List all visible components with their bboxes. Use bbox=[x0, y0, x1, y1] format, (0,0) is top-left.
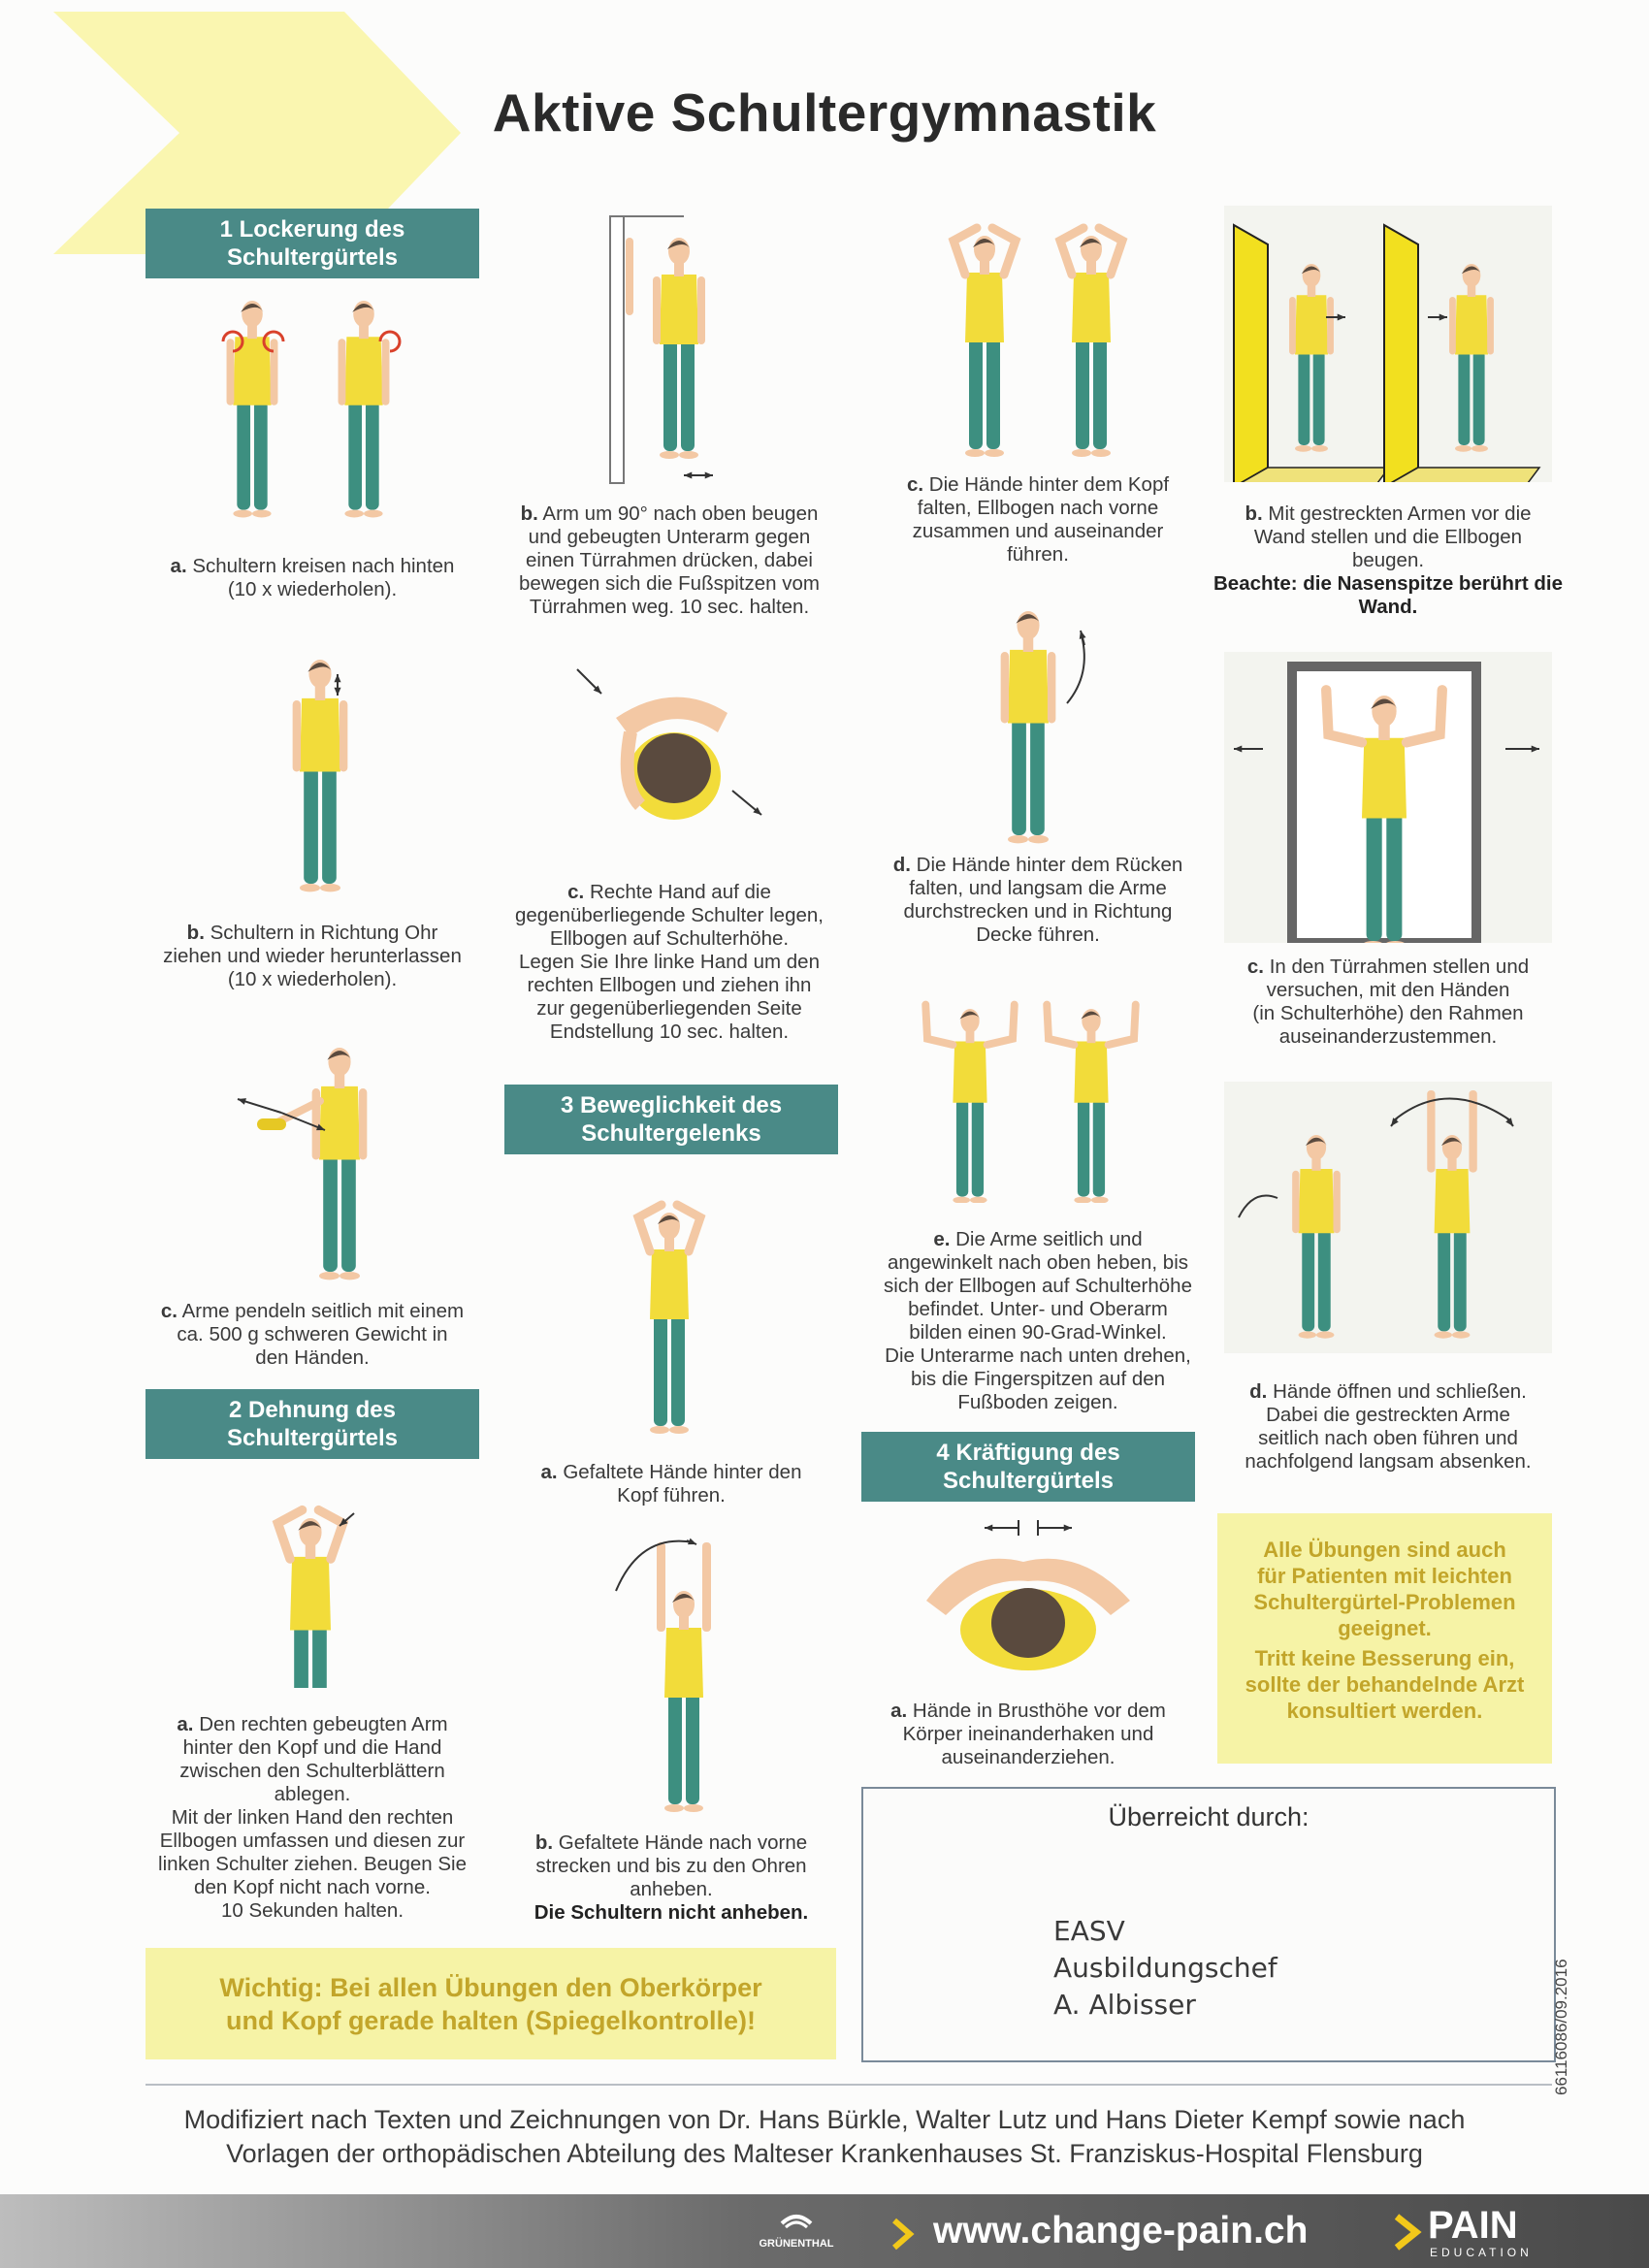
figure-2a bbox=[233, 1470, 388, 1688]
figure-1c bbox=[223, 1023, 417, 1285]
note-line: Tritt keine Besserung ein, bbox=[1254, 1646, 1515, 1670]
caption-line bbox=[504, 1831, 838, 1855]
gruenenthal-logo bbox=[753, 2210, 840, 2250]
illustration bbox=[601, 1533, 737, 1814]
document-code: 66116086/09.2016 bbox=[1552, 1959, 1570, 2095]
caption-4c bbox=[1212, 956, 1564, 1049]
caption-letter: a. bbox=[890, 1700, 908, 1722]
caption-letter: b. bbox=[1245, 502, 1263, 525]
figure-3c bbox=[931, 211, 1145, 466]
caption-line bbox=[142, 1713, 483, 1736]
caption-line bbox=[500, 502, 839, 526]
important-line: Wichtig: Bei allen Übungen den Oberkörper bbox=[219, 1973, 762, 2002]
caption-line: Endstellung 10 sec. halten. bbox=[549, 1021, 790, 1043]
website-link[interactable]: www.change-pain.ch bbox=[933, 2210, 1309, 2252]
caption-text: Den rechten gebeugten Arm bbox=[199, 1713, 448, 1735]
caption-text: Arme pendeln seitlich mit einem bbox=[181, 1300, 465, 1322]
caption-line: zur gegenüberliegenden Seite bbox=[536, 997, 802, 1020]
caption-letter: a. bbox=[540, 1461, 558, 1483]
figure-2b bbox=[597, 209, 752, 485]
caption-line: ablegen. bbox=[274, 1783, 351, 1805]
stamp-line: EASV bbox=[1053, 1915, 1125, 1947]
caption-line: Türrahmen weg. 10 sec. halten. bbox=[529, 596, 810, 618]
illustration bbox=[970, 587, 1116, 849]
person-figure bbox=[277, 1510, 342, 1688]
caption-4b bbox=[1212, 502, 1564, 619]
gruenenthal-logo-mark-icon bbox=[753, 2210, 840, 2235]
caption-emphasis: Die Schultern nicht anheben. bbox=[534, 1901, 809, 1924]
caption-line: zwischen den Schulterblättern bbox=[179, 1760, 445, 1782]
caption-line: gegenüberliegende Schulter legen, bbox=[514, 904, 824, 926]
caption-letter: b. bbox=[520, 502, 538, 525]
caption-3e bbox=[854, 1228, 1222, 1414]
caption-line: falten, und langsam die Arme bbox=[909, 877, 1167, 899]
caption-1c bbox=[146, 1300, 479, 1370]
person-figure bbox=[1060, 228, 1122, 457]
caption-line: Kopf führen. bbox=[617, 1484, 726, 1507]
caption-line: durchstrecken und in Richtung bbox=[903, 900, 1173, 923]
person-figure bbox=[1047, 1005, 1136, 1203]
caption-text: Die Hände hinter dem Rücken bbox=[916, 854, 1183, 876]
caption-line: zusammen und auseinander bbox=[912, 520, 1164, 542]
caption-line: strecken und bis zu den Ohren bbox=[535, 1855, 807, 1877]
credits-line: Vorlagen der orthopädischen Abteilung des Malteser Krankenhauses St. Franziskus-Hospital Flensburg bbox=[226, 2139, 1423, 2168]
caption-letter: d. bbox=[1249, 1380, 1268, 1403]
caption-line: auseinanderzustemmen. bbox=[1278, 1025, 1498, 1048]
note-line: konsultiert werden. bbox=[1286, 1699, 1483, 1723]
caption-line: Decke führen. bbox=[976, 923, 1100, 946]
illustration bbox=[907, 1508, 1149, 1683]
caption-line: rechten Ellbogen und ziehen ihn bbox=[527, 974, 812, 996]
caption-line: Ellbogen umfassen und diesen zur bbox=[159, 1830, 466, 1852]
doc-code-wrap bbox=[1552, 1959, 1591, 2095]
illustration bbox=[223, 1023, 417, 1285]
figure-4b bbox=[1224, 206, 1552, 482]
person-figure bbox=[653, 238, 705, 459]
caption-line bbox=[863, 854, 1212, 877]
person-figure bbox=[312, 1048, 368, 1280]
wall bbox=[1384, 225, 1418, 482]
caption-line: den Händen. bbox=[255, 1346, 370, 1369]
caption-line: versuchen, mit den Händen bbox=[1266, 979, 1510, 1001]
caption-letter: c. bbox=[160, 1300, 178, 1322]
illustration bbox=[597, 209, 752, 485]
caption-letter: b. bbox=[534, 1831, 554, 1854]
caption-2b bbox=[500, 502, 839, 619]
caption-text: Die Hände hinter dem Kopf bbox=[928, 473, 1170, 496]
person-figure bbox=[1289, 264, 1334, 452]
caption-line: nachfolgend langsam absenken. bbox=[1245, 1450, 1532, 1473]
person-figure bbox=[954, 228, 1016, 457]
caption-text: Schultern kreisen nach hinten bbox=[192, 555, 455, 577]
caption-line: Legen Sie Ihre linke Hand um den bbox=[519, 951, 820, 973]
credits-line: Modifiziert nach Texten und Zeichnungen von Dr. Hans Bürkle, Walter Lutz und Hans Dieter Kempf sowie nach bbox=[183, 2105, 1466, 2134]
caption-line bbox=[861, 1700, 1195, 1723]
caption-letter: b. bbox=[186, 922, 205, 944]
divider bbox=[146, 2084, 1552, 2086]
caption-3c bbox=[863, 473, 1212, 567]
caption-line: ca. 500 g schweren Gewicht in bbox=[177, 1323, 448, 1345]
caption-line bbox=[1212, 956, 1564, 979]
figure-3d bbox=[970, 587, 1116, 849]
caption-line: Dabei die gestreckten Arme bbox=[1266, 1404, 1510, 1426]
caption-line: auseinanderziehen. bbox=[941, 1746, 1116, 1768]
caption-text: Hände in Brusthöhe vor dem bbox=[912, 1700, 1166, 1722]
caption-line: falten, Ellbogen nach vorne bbox=[917, 497, 1159, 519]
figure-1a bbox=[194, 281, 427, 534]
caption-1a bbox=[146, 555, 479, 601]
figure-2c bbox=[572, 660, 776, 854]
caption-text: Gefaltete Hände nach vorne bbox=[558, 1831, 808, 1854]
caption-line bbox=[146, 555, 479, 578]
caption-line: 10 Sekunden halten. bbox=[220, 1899, 404, 1922]
caption-line bbox=[144, 922, 481, 945]
caption-text: Hände öffnen und schließen. bbox=[1273, 1380, 1527, 1403]
caption-3b bbox=[504, 1831, 838, 1925]
caption-line bbox=[504, 1461, 838, 1484]
figure-4c bbox=[1224, 652, 1552, 943]
important-line: und Kopf gerade halten (Spiegelkontrolle)! bbox=[225, 2006, 757, 2035]
page-title: Aktive Schultergymnastik bbox=[492, 82, 1157, 143]
figure-4a bbox=[907, 1508, 1149, 1683]
figure-3b bbox=[601, 1533, 737, 1814]
figure-3e bbox=[902, 970, 1154, 1203]
section-header-4: 4 Kräftigung des Schultergürtels bbox=[861, 1432, 1195, 1502]
caption-line: einen Türrahmen drücken, dabei bbox=[526, 549, 813, 571]
caption-line: führen. bbox=[1007, 543, 1069, 566]
section-header-1: 1 Lockerung des Schultergürtels bbox=[146, 209, 479, 278]
person-figure bbox=[1292, 1135, 1341, 1339]
note-line: Alle Übungen sind auch bbox=[1263, 1538, 1506, 1562]
person-figure bbox=[657, 1542, 711, 1812]
caption-letter: c. bbox=[906, 473, 924, 496]
wall bbox=[1234, 225, 1268, 482]
caption-line bbox=[146, 1300, 479, 1323]
caption-text: Schultern in Richtung Ohr bbox=[210, 922, 438, 944]
caption-line: Mit der linken Hand den rechten bbox=[171, 1806, 454, 1829]
caption-line: anheben. bbox=[630, 1878, 713, 1900]
caption-letter: d. bbox=[892, 854, 911, 876]
caption-line: Körper ineinanderhaken und bbox=[902, 1723, 1154, 1745]
illustration bbox=[902, 970, 1154, 1203]
note-line: für Patienten mit leichten bbox=[1257, 1564, 1512, 1588]
caption-text: Gefaltete Hände hinter den bbox=[563, 1461, 802, 1483]
caption-line bbox=[1212, 502, 1564, 526]
pain-logo-text: PAIN bbox=[1428, 2204, 1518, 2247]
pain-education-chevron-icon bbox=[1393, 2214, 1422, 2251]
caption-1b bbox=[144, 922, 481, 991]
caption-line: befindet. Unter- und Oberarm bbox=[908, 1298, 1168, 1320]
caption-4d bbox=[1212, 1380, 1564, 1474]
caption-line: seitlich nach oben führen und bbox=[1258, 1427, 1518, 1449]
caption-line: beugen. bbox=[1351, 549, 1425, 571]
section-header-2: 2 Dehnung des Schultergürtels bbox=[146, 1389, 479, 1459]
education-logo-text: EDUCATION bbox=[1430, 2246, 1533, 2259]
caption-emphasis: Beachte: die Nasenspitze berührt die Wand. bbox=[1213, 572, 1563, 618]
presented-by-box bbox=[861, 1787, 1556, 2062]
caption-line: linken Schulter ziehen. Beugen Sie bbox=[158, 1853, 467, 1875]
illustration bbox=[194, 281, 427, 534]
caption-line: sich der Ellbogen auf Schulterhöhe bbox=[884, 1275, 1192, 1297]
weight-icon bbox=[257, 1118, 286, 1130]
caption-4a bbox=[861, 1700, 1195, 1769]
stamp-line: A. Albisser bbox=[1053, 1989, 1196, 2021]
caption-line: bis die Fingerspitzen auf den bbox=[910, 1368, 1166, 1390]
person-figure bbox=[293, 660, 348, 891]
illustration bbox=[1224, 652, 1552, 943]
illustration bbox=[931, 211, 1145, 466]
caption-letter: a. bbox=[177, 1713, 194, 1735]
figure-4d bbox=[1224, 1082, 1552, 1353]
person-figure bbox=[925, 1005, 1015, 1203]
caption-text: Mit gestreckten Armen vor die bbox=[1268, 502, 1532, 525]
caption-2a bbox=[142, 1713, 483, 1923]
caption-line: Die Unterarme nach unten drehen, bbox=[885, 1345, 1191, 1367]
person-figure bbox=[1427, 1090, 1477, 1339]
person-figure bbox=[1001, 611, 1056, 843]
caption-letter: a. bbox=[170, 555, 187, 577]
caption-letter: e. bbox=[933, 1228, 951, 1250]
caption-line: (10 x wiederholen). bbox=[227, 968, 398, 990]
credits bbox=[116, 2103, 1533, 2171]
figure-1b bbox=[252, 635, 388, 897]
illustration bbox=[601, 1169, 737, 1441]
head-top-view bbox=[637, 733, 711, 803]
caption-letter: c. bbox=[1246, 956, 1264, 978]
person-figure bbox=[1449, 264, 1494, 452]
caption-text: In den Türrahmen stellen und bbox=[1269, 956, 1530, 978]
illustration bbox=[233, 1470, 388, 1688]
caption-3a bbox=[504, 1461, 838, 1507]
section-header-3: 3 Beweglichkeit des Schultergelenks bbox=[504, 1085, 838, 1154]
caption-line: angewinkelt nach oben heben, bis bbox=[887, 1251, 1188, 1274]
footer-bar bbox=[0, 2194, 1649, 2268]
note-line: geeignet. bbox=[1338, 1616, 1432, 1640]
head-top-view bbox=[991, 1588, 1065, 1658]
caption-line: (in Schulterhöhe) den Rahmen bbox=[1252, 1002, 1524, 1024]
caption-text: Arm um 90° nach oben beugen bbox=[542, 502, 819, 525]
caption-line: ziehen und wieder herunterlassen bbox=[163, 945, 462, 967]
figure-3a bbox=[601, 1169, 737, 1441]
illustration bbox=[1224, 1082, 1552, 1353]
caption-3d bbox=[863, 854, 1212, 947]
note-box bbox=[1217, 1513, 1552, 1764]
illustration bbox=[252, 635, 388, 897]
important-box bbox=[146, 1948, 836, 2059]
caption-line: (10 x wiederholen). bbox=[227, 578, 398, 600]
caption-line bbox=[854, 1228, 1222, 1251]
caption-text: Rechte Hand auf die bbox=[589, 881, 771, 903]
caption-line: Fußboden zeigen. bbox=[957, 1391, 1118, 1413]
stamp bbox=[1053, 1913, 1277, 2024]
person-figure bbox=[638, 1205, 700, 1434]
stamp-line: Ausbildungschef bbox=[1053, 1952, 1277, 1984]
presented-by-label: Überreicht durch: bbox=[1108, 1802, 1310, 1831]
caption-line bbox=[495, 881, 844, 904]
caption-line: und gebeugten Unterarm gegen bbox=[528, 526, 811, 548]
caption-line: Ellbogen auf Schulterhöhe. bbox=[549, 927, 790, 950]
caption-line: Wand stellen und die Ellbogen bbox=[1253, 526, 1523, 548]
illustration bbox=[572, 660, 776, 854]
gruenenthal-logo-text: GRÜNENTHAL bbox=[759, 2238, 834, 2250]
caption-line bbox=[863, 473, 1212, 497]
caption-line: bilden einen 90-Grad-Winkel. bbox=[909, 1321, 1167, 1344]
caption-line: den Kopf nicht nach vorne. bbox=[194, 1876, 431, 1898]
caption-line: bewegen sich die Fußspitzen vom bbox=[519, 572, 820, 595]
caption-2c bbox=[495, 881, 844, 1044]
door-frame bbox=[610, 216, 624, 483]
person-figure bbox=[339, 301, 390, 517]
caption-letter: c. bbox=[567, 881, 585, 903]
caption-line bbox=[1212, 1380, 1564, 1404]
note-line: Schultergürtel-Problemen bbox=[1253, 1590, 1516, 1614]
caption-text: Die Arme seitlich und bbox=[955, 1228, 1143, 1250]
illustration bbox=[1224, 206, 1552, 482]
chevron-right-icon bbox=[890, 2218, 916, 2251]
note-line: sollte der behandelnde Arzt bbox=[1245, 1672, 1525, 1697]
caption-line: hinter den Kopf und die Hand bbox=[182, 1736, 442, 1759]
